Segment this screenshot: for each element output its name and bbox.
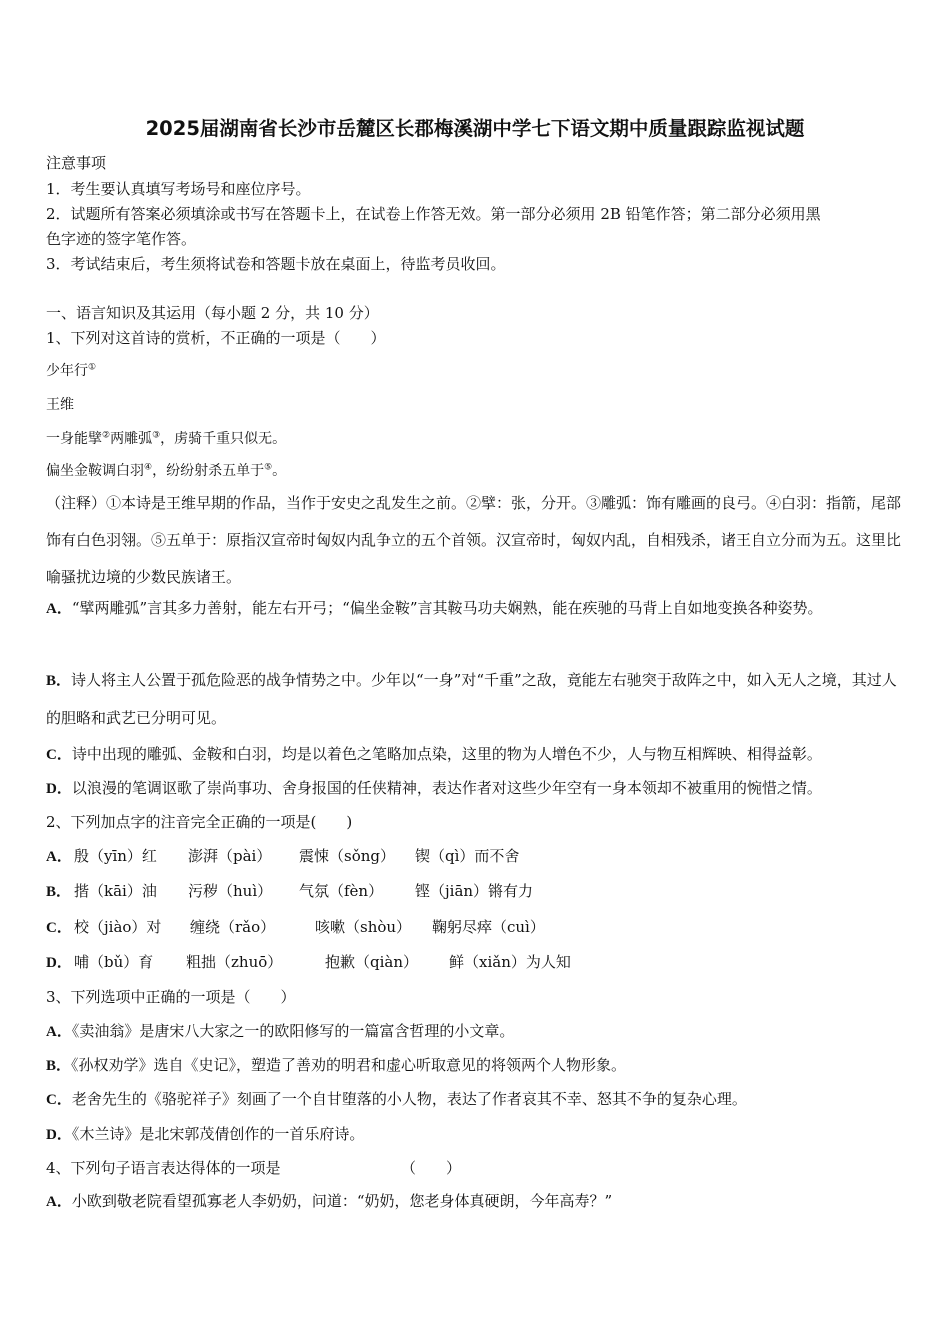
page-title: 2025届湖南省长沙市岳麓区长郡梅溪湖中学七下语文期中质量跟踪监视试题: [145, 117, 805, 140]
option-text: 诗人将主人公置于孤危险恶的战争情势之中。少年以“一身”对“千重”之敌，竟能左右驰突于敌阵之中，如入无人之境，其过人的胆略和武艺已分明可见。: [46, 671, 897, 727]
option-item: 抱歉（qiàn）: [325, 953, 419, 971]
option-label: B．: [46, 884, 72, 900]
option-item: 缠绕（rǎo）: [190, 918, 276, 936]
option-item: 校（jiào）对: [74, 918, 162, 936]
q4-stem-text: 4、下列句子语言表达得体的一项是: [46, 1159, 281, 1177]
poem-line-1: [46, 428, 908, 448]
option-text: 《卖油翁》是唐宋八大家之一的欧阳修写的一篇富含哲理的小文章。: [71, 1022, 515, 1040]
option-label: C．: [46, 747, 72, 763]
option-label: B．: [46, 1058, 72, 1074]
q1-option-b: [46, 662, 908, 736]
option-text: 《木兰诗》是北宋郭茂倩创作的一首乐府诗。: [71, 1125, 365, 1143]
poem-text: 一身能擘: [46, 431, 102, 447]
poem-text: ，纷纷射杀五单于: [152, 463, 265, 479]
footnote-mark: ④: [144, 462, 153, 473]
option-item: 澎湃（pài）: [188, 847, 272, 865]
poem-text: 。: [272, 463, 287, 479]
poem-note: （注释）①本诗是王维早期的作品，当作于安史之乱发生之前。②擘：张，分开。③雕弧：饰有雕画的良弓。④白羽：指箭，尾部饰有白色羽翎。⑤五单于：原指汉宣帝时匈奴内乱争立的五个首领。汉宣帝时，匈奴内乱，自相残杀，诸王自立分而为五。这里比喻骚扰边境的少数民族诸王。: [46, 494, 902, 586]
footnote-mark: ③: [152, 430, 161, 441]
q1-option-c: [46, 743, 908, 764]
q1-option-a: [46, 590, 908, 664]
option-label: B．: [46, 673, 72, 689]
option-item: 震悚（sǒng）: [299, 847, 395, 865]
q3-option-d: [46, 1123, 908, 1144]
option-label: C．: [46, 920, 72, 936]
option-label: C．: [46, 1092, 72, 1108]
option-item: 锲（qì）而不舍: [415, 847, 520, 865]
option-text: 《孙权劝学》选自《史记》，塑造了善劝的明君和虚心听取意见的将领两个人物形象。: [71, 1056, 627, 1074]
option-item: 鞠躬尽瘁（cuì）: [432, 918, 545, 936]
option-text: 小欧到敬老院看望孤寡老人李奶奶，问道：“奶奶，您老身体真硬朗，今年高寿？”: [71, 1192, 613, 1210]
notice-item: 1．考生要认真填写考场号和座位序号。: [46, 180, 311, 198]
footnote-mark: ⑤: [264, 462, 273, 473]
answer-paren: （ ）: [401, 1159, 462, 1177]
q4-option-a: [46, 1190, 908, 1211]
poem-author: 王维: [46, 397, 74, 413]
poem-text: 两雕弧: [110, 431, 153, 447]
option-item: 鲜（xiǎn）为人知: [449, 953, 571, 971]
option-item: 殷（yīn）红: [74, 847, 157, 865]
option-text: 老舍先生的《骆驼祥子》刻画了一个自甘堕落的小人物，表达了作者哀其不幸、怒其不争的复杂心理。: [71, 1090, 747, 1108]
option-label: A．: [46, 1024, 72, 1040]
q3-option-b: [46, 1054, 908, 1075]
poem-text: ，虏骑千重只似无。: [160, 431, 287, 447]
option-item: 揩（kāi）油: [74, 882, 157, 900]
notice-item: 3．考试结束后，考生须将试卷和答题卡放在桌面上，待监考员收回。: [46, 255, 506, 273]
option-text: “擘两雕弧”言其多力善射，能左右开弓；“偏坐金鞍”言其鞍马功夫娴熟，能在疾驰的马背上自如地变换各种姿势。: [71, 599, 823, 617]
notice-item: 2．试题所有答案必须填涂或书写在答题卡上，在试卷上作答无效。第一部分必须用 2B 铅笔作答；第二部分必须用黑: [46, 205, 821, 223]
option-label: D．: [46, 955, 72, 971]
poem-line-2: [46, 460, 908, 480]
q2-stem: 2、下列加点字的注音完全正确的一项是( ): [46, 813, 353, 831]
poem-title: [46, 360, 908, 380]
option-label: D．: [46, 1127, 72, 1143]
notice-heading: 注意事项: [46, 154, 107, 172]
q3-option-c: [46, 1088, 908, 1109]
option-item: 铿（jiān）锵有力: [415, 882, 534, 900]
option-label: A．: [46, 849, 72, 865]
option-label: D．: [46, 781, 72, 797]
option-item: 咳嗽（shòu）: [315, 918, 412, 936]
section-heading: 一、语言知识及其运用（每小题 2 分，共 10 分）: [46, 304, 379, 322]
option-item: 哺（bǔ）育: [74, 953, 154, 971]
option-item: 粗拙（zhuō）: [186, 953, 283, 971]
q3-stem: 3、下列选项中正确的一项是（ ）: [46, 988, 296, 1006]
option-text: 以浪漫的笔调讴歌了崇尚事功、舍身报国的任侠精神，表达作者对这些少年空有一身本领却不被重用的惋惜之情。: [71, 779, 822, 797]
poem-title-text: 少年行: [46, 363, 88, 379]
option-text: 诗中出现的雕弧、金鞍和白羽，均是以着色之笔略加点染，这里的物为人增色不少，人与物互相辉映、相得益彰。: [71, 745, 822, 763]
option-item: 气氛（fèn）: [299, 882, 384, 900]
q4-stem: [46, 1157, 908, 1178]
q3-option-a: [46, 1020, 908, 1041]
option-label: A．: [46, 1194, 72, 1210]
poem-text: 偏坐金鞍调白羽: [46, 463, 144, 479]
q1-stem: 1、下列对这首诗的赏析，不正确的一项是（ ）: [46, 329, 386, 347]
footnote-mark: ①: [88, 362, 97, 373]
footnote-mark: ②: [102, 430, 111, 441]
option-item: 污秽（huì）: [188, 882, 273, 900]
option-label: A．: [46, 601, 72, 617]
notice-item: 色字迹的签字笔作答。: [46, 230, 197, 248]
q1-option-d: [46, 777, 908, 798]
